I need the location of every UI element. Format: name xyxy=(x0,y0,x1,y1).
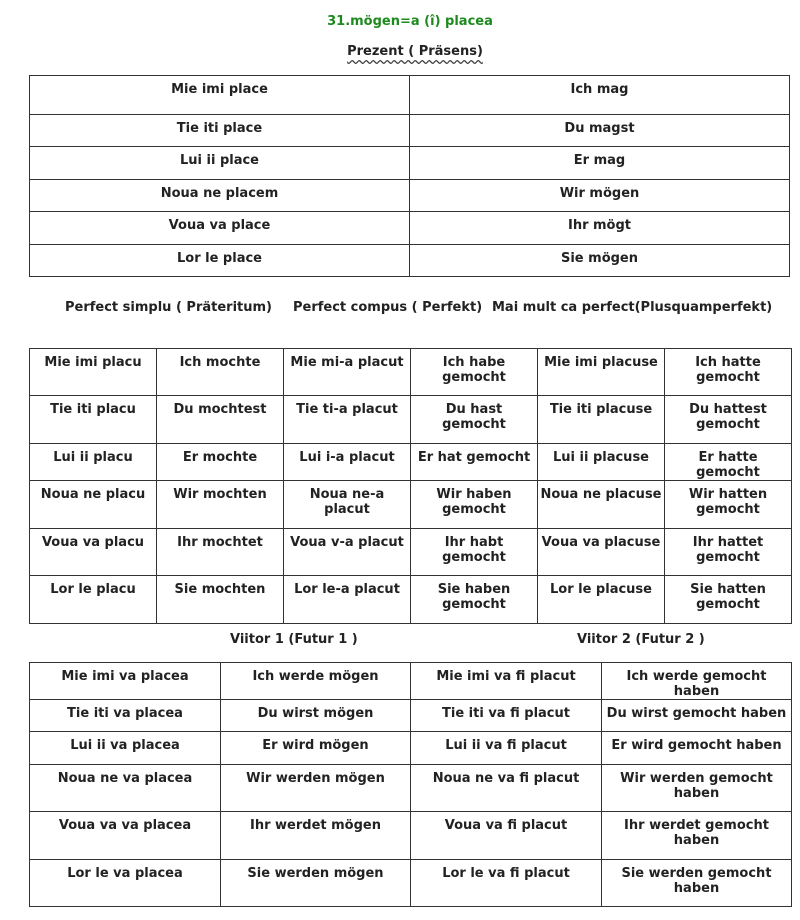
table-row xyxy=(30,115,790,147)
table-row xyxy=(30,765,792,812)
table-row xyxy=(30,245,790,277)
table-row xyxy=(30,396,792,444)
table-row xyxy=(30,663,792,700)
table-cell: Ich werde mögen xyxy=(221,663,411,700)
table-cell: Tie iti va fi placut xyxy=(411,700,602,732)
table-cell: Sie hatten gemocht xyxy=(665,576,792,624)
future-table xyxy=(29,662,792,907)
table-cell: Ihr hattet gemocht xyxy=(665,529,792,576)
table-cell: Lui i-a placut xyxy=(284,444,411,481)
table-row xyxy=(30,812,792,860)
table-cell: Voua va placu xyxy=(30,529,157,576)
table-row xyxy=(30,76,790,115)
table-cell: Tie iti place xyxy=(30,115,410,147)
table-cell: Wir mochten xyxy=(157,481,284,529)
page-title: 31.mögen=a (î) placea xyxy=(327,14,493,29)
table-cell: Voua va place xyxy=(30,212,410,245)
table-cell: Er hatte gemocht xyxy=(665,444,792,481)
table-cell: Wir hatten gemocht xyxy=(665,481,792,529)
table-cell: Ihr werdet mögen xyxy=(221,812,411,860)
table-cell: Tie ti-a placut xyxy=(284,396,411,444)
table-cell: Du wirst gemocht haben xyxy=(602,700,792,732)
table-cell: Mie imi va fi placut xyxy=(411,663,602,700)
table-cell: Tie iti placu xyxy=(30,396,157,444)
table-row xyxy=(30,212,790,245)
table-cell: Ihr werdet gemocht haben xyxy=(602,812,792,860)
table-cell: Voua va fi placut xyxy=(411,812,602,860)
table-cell: Ich habe gemocht xyxy=(411,349,538,396)
table-cell: Ich mag xyxy=(410,76,790,115)
table-cell: Noua ne va fi placut xyxy=(411,765,602,812)
table-cell: Sie haben gemocht xyxy=(411,576,538,624)
table-row xyxy=(30,481,792,529)
table-cell: Er mag xyxy=(410,147,790,180)
table-cell: Lor le placu xyxy=(30,576,157,624)
table-cell: Noua ne placu xyxy=(30,481,157,529)
table-cell: Voua va placuse xyxy=(538,529,665,576)
table-cell: Noua ne placem xyxy=(30,180,410,212)
present-heading: Prezent ( Präsens) xyxy=(347,44,483,59)
table-cell: Mie imi placuse xyxy=(538,349,665,396)
table-cell: Lui ii placuse xyxy=(538,444,665,481)
table-row xyxy=(30,444,792,481)
table-cell: Lor le place xyxy=(30,245,410,277)
table-cell: Du mochtest xyxy=(157,396,284,444)
heading-futur-1: Viitor 1 (Futur 1 ) xyxy=(230,632,358,647)
table-cell: Wir werden gemocht haben xyxy=(602,765,792,812)
table-cell: Du wirst mögen xyxy=(221,700,411,732)
table-row xyxy=(30,180,790,212)
table-cell: Noua ne placuse xyxy=(538,481,665,529)
table-cell: Noua ne va placea xyxy=(30,765,221,812)
table-cell: Ihr mögt xyxy=(410,212,790,245)
table-row xyxy=(30,860,792,907)
table-cell: Lui ii va placea xyxy=(30,732,221,765)
table-cell: Lor le-a placut xyxy=(284,576,411,624)
table-row xyxy=(30,529,792,576)
table-cell: Er wird gemocht haben xyxy=(602,732,792,765)
table-cell: Mie imi place xyxy=(30,76,410,115)
table-cell: Mie mi-a placut xyxy=(284,349,411,396)
table-cell: Wir werden mögen xyxy=(221,765,411,812)
table-row xyxy=(30,349,792,396)
table-cell: Sie werden mögen xyxy=(221,860,411,907)
table-cell: Lui ii va fi placut xyxy=(411,732,602,765)
table-cell: Tie iti va placea xyxy=(30,700,221,732)
table-row xyxy=(30,576,792,624)
table-cell: Er hat gemocht xyxy=(411,444,538,481)
heading-plusquamperfekt: Mai mult ca perfect(Plusquamperfekt) xyxy=(492,300,773,315)
table-cell: Sie mögen xyxy=(410,245,790,277)
present-table xyxy=(29,75,790,277)
table-cell: Sie werden gemocht haben xyxy=(602,860,792,907)
table-cell: Tie iti placuse xyxy=(538,396,665,444)
table-cell: Mie imi placu xyxy=(30,349,157,396)
table-cell: Ihr mochtet xyxy=(157,529,284,576)
past-table xyxy=(29,348,792,624)
table-cell: Ich mochte xyxy=(157,349,284,396)
table-cell: Wir haben gemocht xyxy=(411,481,538,529)
table-cell: Lor le placuse xyxy=(538,576,665,624)
heading-perfect-compus: Perfect compus ( Perfekt) xyxy=(293,300,483,315)
table-cell: Du hast gemocht xyxy=(411,396,538,444)
table-cell: Wir mögen xyxy=(410,180,790,212)
table-cell: Voua v-a placut xyxy=(284,529,411,576)
heading-perfect-simplu: Perfect simplu ( Präteritum) xyxy=(65,300,272,315)
table-row xyxy=(30,700,792,732)
table-cell: Mie imi va placea xyxy=(30,663,221,700)
table-cell: Lui ii placu xyxy=(30,444,157,481)
table-cell: Du hattest gemocht xyxy=(665,396,792,444)
table-row xyxy=(30,147,790,180)
table-cell: Ich hatte gemocht xyxy=(665,349,792,396)
table-cell: Er wird mögen xyxy=(221,732,411,765)
table-cell: Voua va va placea xyxy=(30,812,221,860)
table-cell: Ich werde gemocht haben xyxy=(602,663,792,700)
table-cell: Lor le va fi placut xyxy=(411,860,602,907)
table-cell: Ihr habt gemocht xyxy=(411,529,538,576)
table-cell: Er mochte xyxy=(157,444,284,481)
table-cell: Du magst xyxy=(410,115,790,147)
table-cell: Sie mochten xyxy=(157,576,284,624)
table-cell: Lui ii place xyxy=(30,147,410,180)
table-cell: Lor le va placea xyxy=(30,860,221,907)
heading-futur-2: Viitor 2 (Futur 2 ) xyxy=(577,632,705,647)
table-cell: Noua ne-a placut xyxy=(284,481,411,529)
table-row xyxy=(30,732,792,765)
